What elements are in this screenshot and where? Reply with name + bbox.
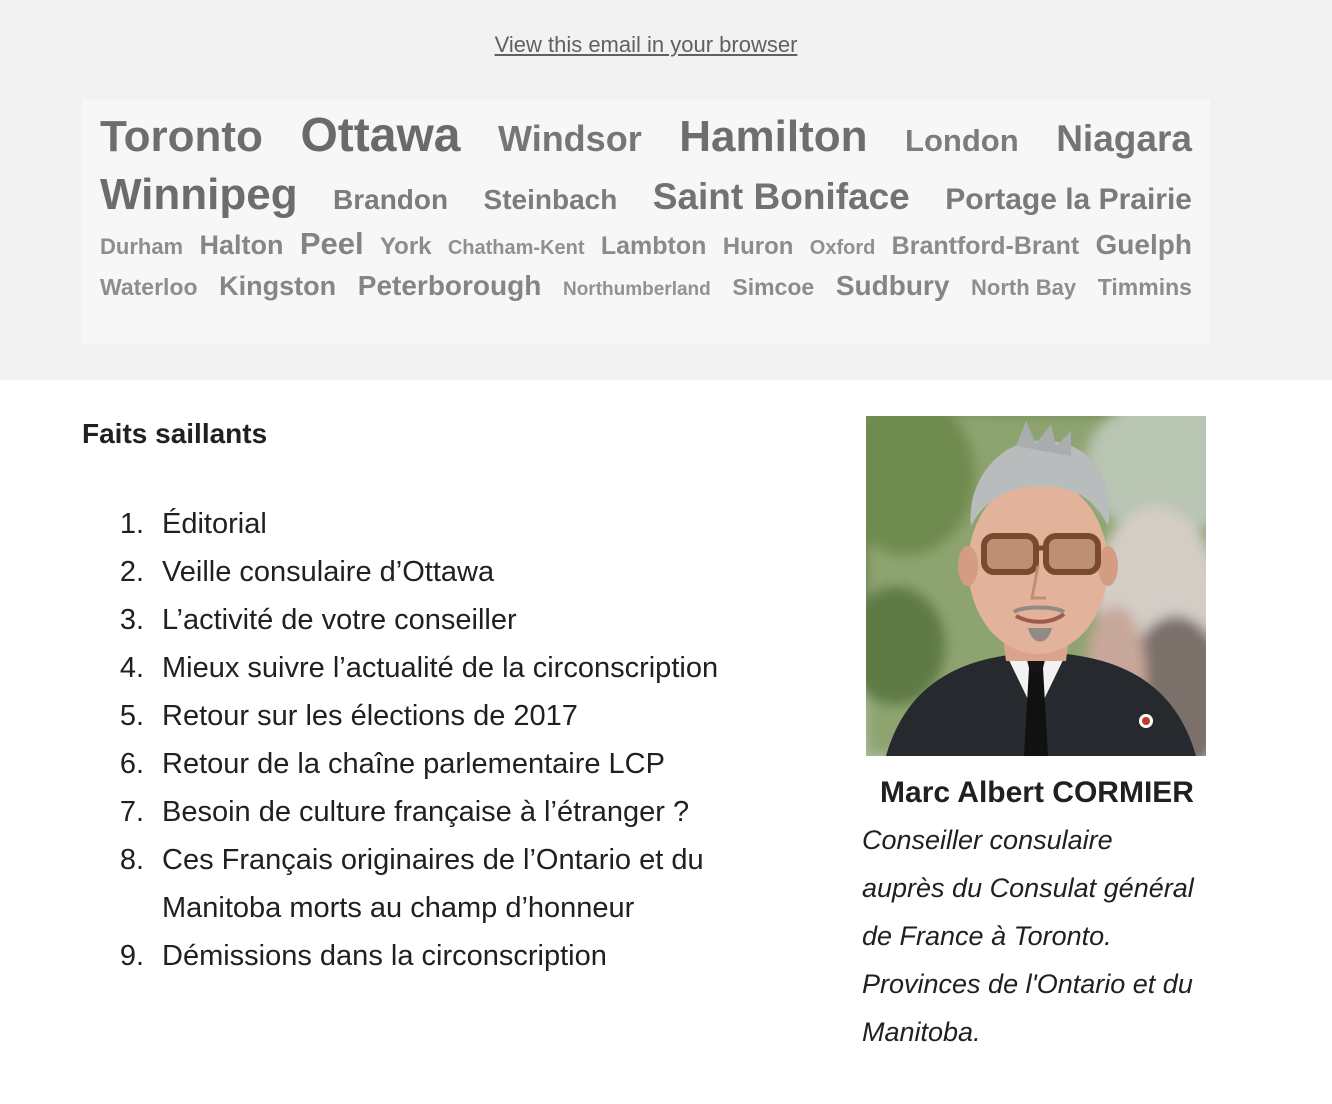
list-item-number: 7. — [119, 796, 144, 828]
cloud-word: Winnipeg — [100, 170, 298, 219]
cloud-word: York — [379, 233, 432, 260]
portrait-illustration — [866, 416, 1206, 756]
list-item-number: 5. — [119, 700, 144, 732]
cloud-line-4 — [100, 270, 1192, 314]
view-in-browser-link[interactable]: View this email in your browser — [494, 32, 798, 57]
list-item[interactable] — [82, 836, 822, 932]
cloud-word: Windsor — [498, 118, 642, 159]
cloud-word: Guelph — [1095, 229, 1192, 260]
list-item-text: L’activité de votre conseiller — [162, 604, 517, 636]
list-item-text: Retour sur les élections de 2017 — [162, 700, 578, 732]
cloud-word: Halton — [199, 230, 284, 260]
list-item[interactable] — [82, 788, 822, 836]
cloud-word: Hamilton — [679, 112, 868, 161]
list-item-text: Éditorial — [162, 508, 267, 540]
cloud-word: Portage la Prairie — [945, 183, 1192, 216]
list-item[interactable] — [82, 644, 822, 692]
list-item-text: Besoin de culture française à l’étranger ? — [162, 796, 690, 828]
list-item-number: 6. — [119, 748, 144, 780]
list-item[interactable] — [82, 548, 822, 596]
cloud-word: Niagara — [1056, 118, 1192, 159]
cloud-line-2 — [100, 170, 1192, 226]
list-item[interactable] — [82, 740, 822, 788]
list-item-text: Ces Français originaires de l’Ontario et du Manitoba morts au champ d’honneur — [162, 844, 704, 924]
list-item[interactable] — [82, 932, 822, 980]
cloud-word: Huron — [722, 233, 794, 260]
profile-role-line: Manitoba. — [862, 1017, 981, 1047]
cloud-word: Kingston — [219, 271, 337, 301]
profile-card — [862, 416, 1212, 1056]
highlights-section — [82, 418, 822, 980]
list-item[interactable] — [82, 692, 822, 740]
list-item-number: 4. — [119, 652, 144, 684]
cloud-word: Peterborough — [357, 270, 542, 301]
profile-photo — [866, 416, 1206, 756]
profile-role-line: de France à Toronto. — [862, 921, 1112, 951]
profile-role-line: Provinces de l'Ontario et du — [862, 969, 1193, 999]
list-item-number: 9. — [119, 940, 144, 972]
cloud-word: Oxford — [809, 237, 876, 259]
cloud-word: Saint Boniface — [652, 176, 910, 217]
list-item[interactable] — [82, 596, 822, 644]
section-title: Faits saillants — [82, 418, 268, 449]
profile-name: Marc Albert CORMIER — [880, 776, 1194, 809]
cloud-word: Brandon — [333, 184, 449, 215]
cloud-word: Steinbach — [483, 184, 618, 215]
cloud-word: Waterloo — [100, 274, 198, 300]
cloud-word: Durham — [100, 234, 184, 259]
cloud-word: Toronto — [100, 112, 263, 161]
cloud-word: Ottawa — [300, 109, 461, 162]
list-item-number: 8. — [119, 844, 144, 876]
list-item[interactable] — [82, 500, 822, 548]
list-item-text: Veille consulaire d’Ottawa — [162, 556, 495, 588]
list-item-number: 2. — [119, 556, 144, 588]
cloud-word: Sudbury — [835, 270, 950, 301]
list-item-number: 1. — [119, 508, 144, 540]
cloud-word: North Bay — [971, 275, 1077, 300]
list-item-number: 3. — [119, 604, 144, 636]
highlights-list — [82, 500, 822, 980]
cloud-word: Lambton — [600, 232, 707, 260]
list-item-text: Mieux suivre l’actualité de la circonscription — [162, 652, 719, 684]
cloud-word: Simcoe — [732, 274, 815, 300]
cloud-word: Northumberland — [562, 279, 711, 300]
cloud-word: London — [905, 123, 1019, 158]
profile-role-line: Conseiller consulaire — [862, 825, 1113, 855]
list-item-text: Démissions dans la circonscription — [162, 940, 607, 972]
city-word-cloud-banner — [82, 100, 1210, 344]
cloud-word: Chatham-Kent — [447, 237, 585, 259]
profile-role — [862, 816, 1212, 1056]
list-item-text: Retour de la chaîne parlementaire LCP — [162, 748, 665, 780]
cloud-line-1 — [100, 108, 1192, 170]
cloud-line-3 — [100, 226, 1192, 270]
profile-role-line: auprès du Consulat général — [862, 873, 1194, 903]
cloud-word: Brantford-Brant — [891, 232, 1080, 260]
cloud-word: Peel — [299, 226, 364, 261]
cloud-word: Timmins — [1097, 274, 1192, 300]
